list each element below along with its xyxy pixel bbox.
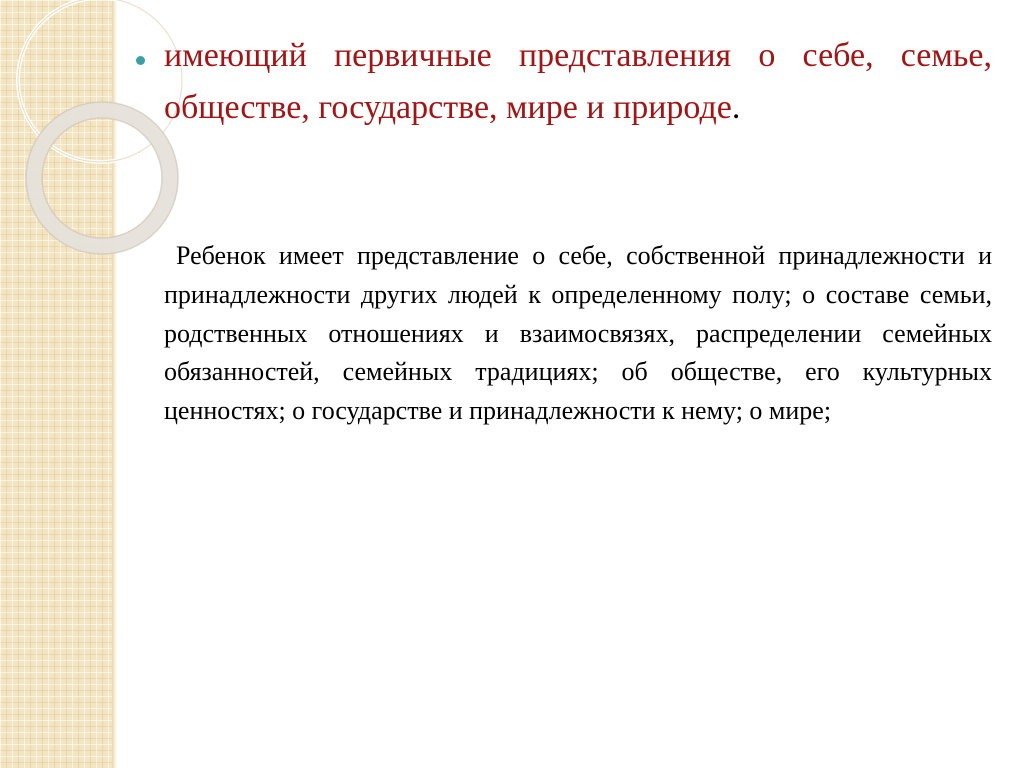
bullet-text (164, 30, 992, 134)
bullet-highlighted-text: имеющий первичные представления о себе, семье, обществе, государстве, мире и природе (164, 37, 992, 126)
decorative-rings (0, 0, 130, 260)
slide-content (130, 30, 992, 431)
bullet-item (130, 30, 992, 134)
body-paragraph: Ребенок имеет представление о себе, собственной принадлежности и принадлежности других людей к определенному полу; о составе семьи, родственных отношениях и взаимосвязях, распределении семейных обязанностей, семейных традициях; об обществе, его культурных ценностях; о государстве и принадлежности к нему; о мире; (164, 241, 992, 426)
bullet-dot-icon (136, 56, 145, 65)
bullet-trailing-text: . (731, 89, 741, 126)
